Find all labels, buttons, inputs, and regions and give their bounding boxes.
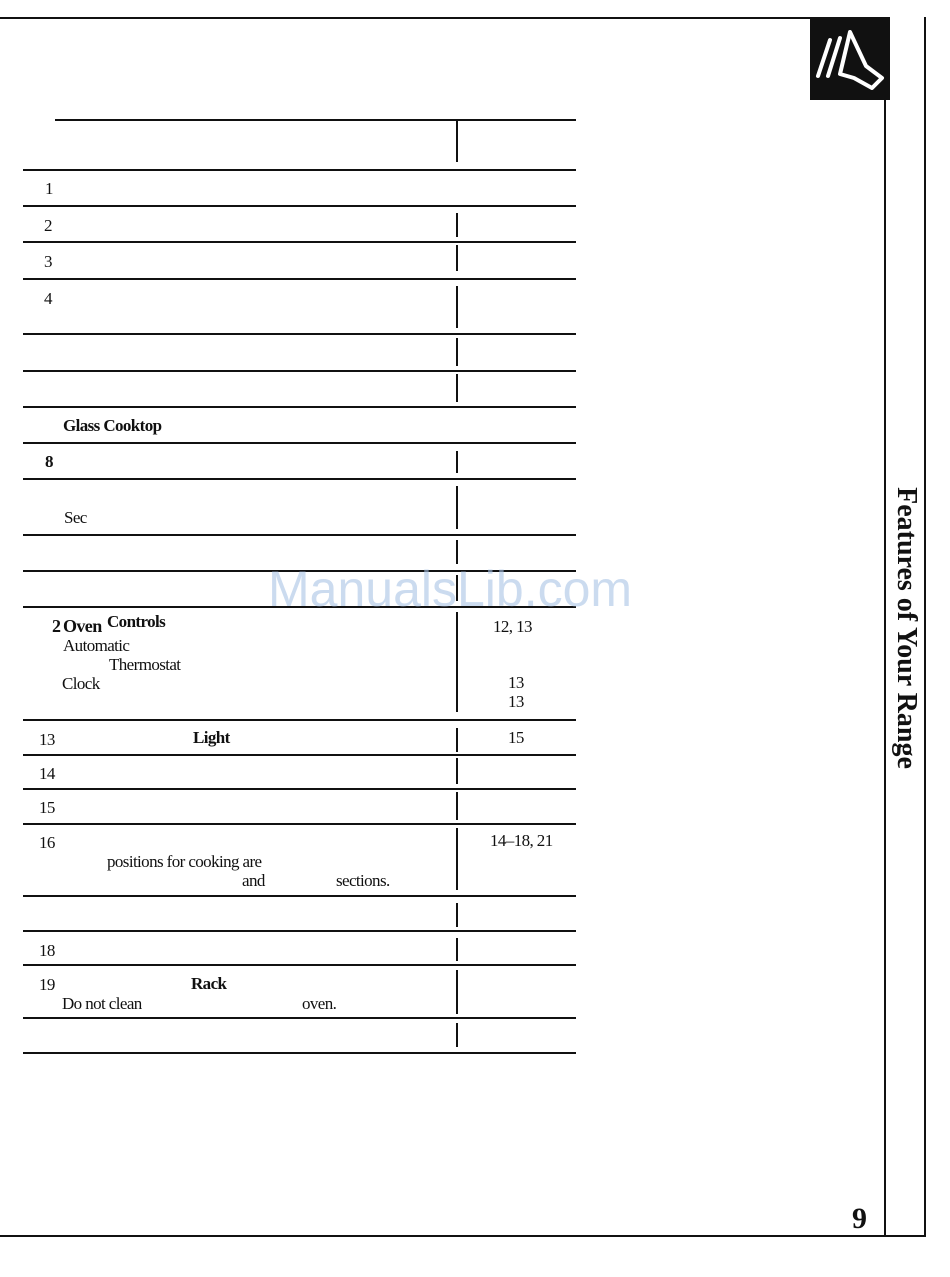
column-divider bbox=[456, 451, 458, 473]
table-rule-top bbox=[55, 119, 576, 121]
table-rule-bottom bbox=[23, 1052, 576, 1054]
table-rule bbox=[23, 406, 576, 408]
table-rule bbox=[23, 534, 576, 536]
table-rule bbox=[23, 788, 576, 790]
row-1-number: 1 bbox=[45, 179, 53, 198]
row-13-number: 13 bbox=[39, 730, 55, 749]
row-8-number: 8 bbox=[45, 452, 53, 471]
column-divider bbox=[456, 828, 458, 890]
row-12-line-thermostat: Thermostat bbox=[109, 655, 181, 674]
row-19-number: 19 bbox=[39, 975, 55, 994]
column-divider bbox=[456, 1023, 458, 1047]
row-7-label: Glass Cooktop bbox=[63, 416, 162, 435]
column-divider bbox=[456, 121, 458, 162]
table-rule bbox=[23, 754, 576, 756]
table-rule bbox=[23, 333, 576, 335]
page-number: 9 bbox=[852, 1202, 867, 1235]
table-rule bbox=[23, 169, 576, 171]
table-rule bbox=[23, 370, 576, 372]
row-12-line-clock: Clock bbox=[62, 674, 100, 693]
table-rule bbox=[23, 205, 576, 207]
row-16-line2-and: and bbox=[242, 871, 265, 890]
table-rule bbox=[23, 442, 576, 444]
row-12-label-controls: Controls bbox=[107, 612, 166, 631]
column-divider bbox=[456, 286, 458, 328]
table-rule bbox=[23, 719, 576, 721]
column-divider bbox=[456, 758, 458, 784]
row-19-line-do-not-clean: Do not clean bbox=[62, 994, 142, 1013]
table-rule bbox=[23, 930, 576, 932]
row-12-pages-clock: 13 bbox=[508, 673, 524, 692]
row-12-line-automatic: Automatic bbox=[63, 636, 130, 655]
column-divider bbox=[456, 338, 458, 366]
row-12-pages-timer: 13 bbox=[508, 692, 524, 711]
hand-pointing-icon bbox=[810, 18, 890, 100]
watermark: ManualsLib.com bbox=[268, 561, 633, 617]
column-divider bbox=[456, 903, 458, 927]
row-13-label: Light bbox=[193, 728, 230, 747]
table-rule bbox=[23, 278, 576, 280]
row-19-line-oven: oven. bbox=[302, 994, 337, 1013]
table-rule bbox=[23, 895, 576, 897]
column-divider bbox=[456, 728, 458, 752]
column-divider bbox=[456, 213, 458, 237]
table-rule bbox=[23, 478, 576, 480]
column-divider bbox=[456, 374, 458, 402]
row-19-label: Rack bbox=[191, 974, 227, 993]
column-divider bbox=[456, 612, 458, 712]
row-14-number: 14 bbox=[39, 764, 55, 783]
table-rule bbox=[23, 964, 576, 966]
column-divider bbox=[456, 970, 458, 1014]
row-4-number: 4 bbox=[44, 289, 52, 308]
right-border-outer bbox=[924, 17, 926, 1237]
row-18-number: 18 bbox=[39, 941, 55, 960]
table-rule bbox=[23, 1017, 576, 1019]
row-2-number: 2 bbox=[44, 216, 52, 235]
row-16-number: 16 bbox=[39, 833, 55, 852]
side-title: Features of Your Range bbox=[891, 487, 922, 769]
row-15-number: 15 bbox=[39, 798, 55, 817]
row-16-line2-sections: sections. bbox=[336, 871, 390, 890]
row-13-pages: 15 bbox=[508, 728, 524, 747]
row-3-number: 3 bbox=[44, 252, 52, 271]
column-divider bbox=[456, 245, 458, 271]
row-16-pages: 14–18, 21 bbox=[490, 831, 553, 850]
top-border bbox=[0, 17, 890, 19]
column-divider bbox=[456, 792, 458, 820]
row-9-text: Sec bbox=[64, 508, 87, 527]
row-12-label-oven: Oven bbox=[63, 616, 102, 636]
row-12-number: 2 bbox=[52, 616, 61, 636]
column-divider bbox=[456, 486, 458, 529]
row-12-pages: 12, 13 bbox=[493, 617, 532, 636]
table-rule bbox=[23, 241, 576, 243]
right-border-inner bbox=[884, 90, 886, 1237]
bottom-border bbox=[0, 1235, 926, 1237]
column-divider bbox=[456, 938, 458, 961]
row-16-line1: positions for cooking are bbox=[107, 852, 262, 871]
table-rule bbox=[23, 823, 576, 825]
